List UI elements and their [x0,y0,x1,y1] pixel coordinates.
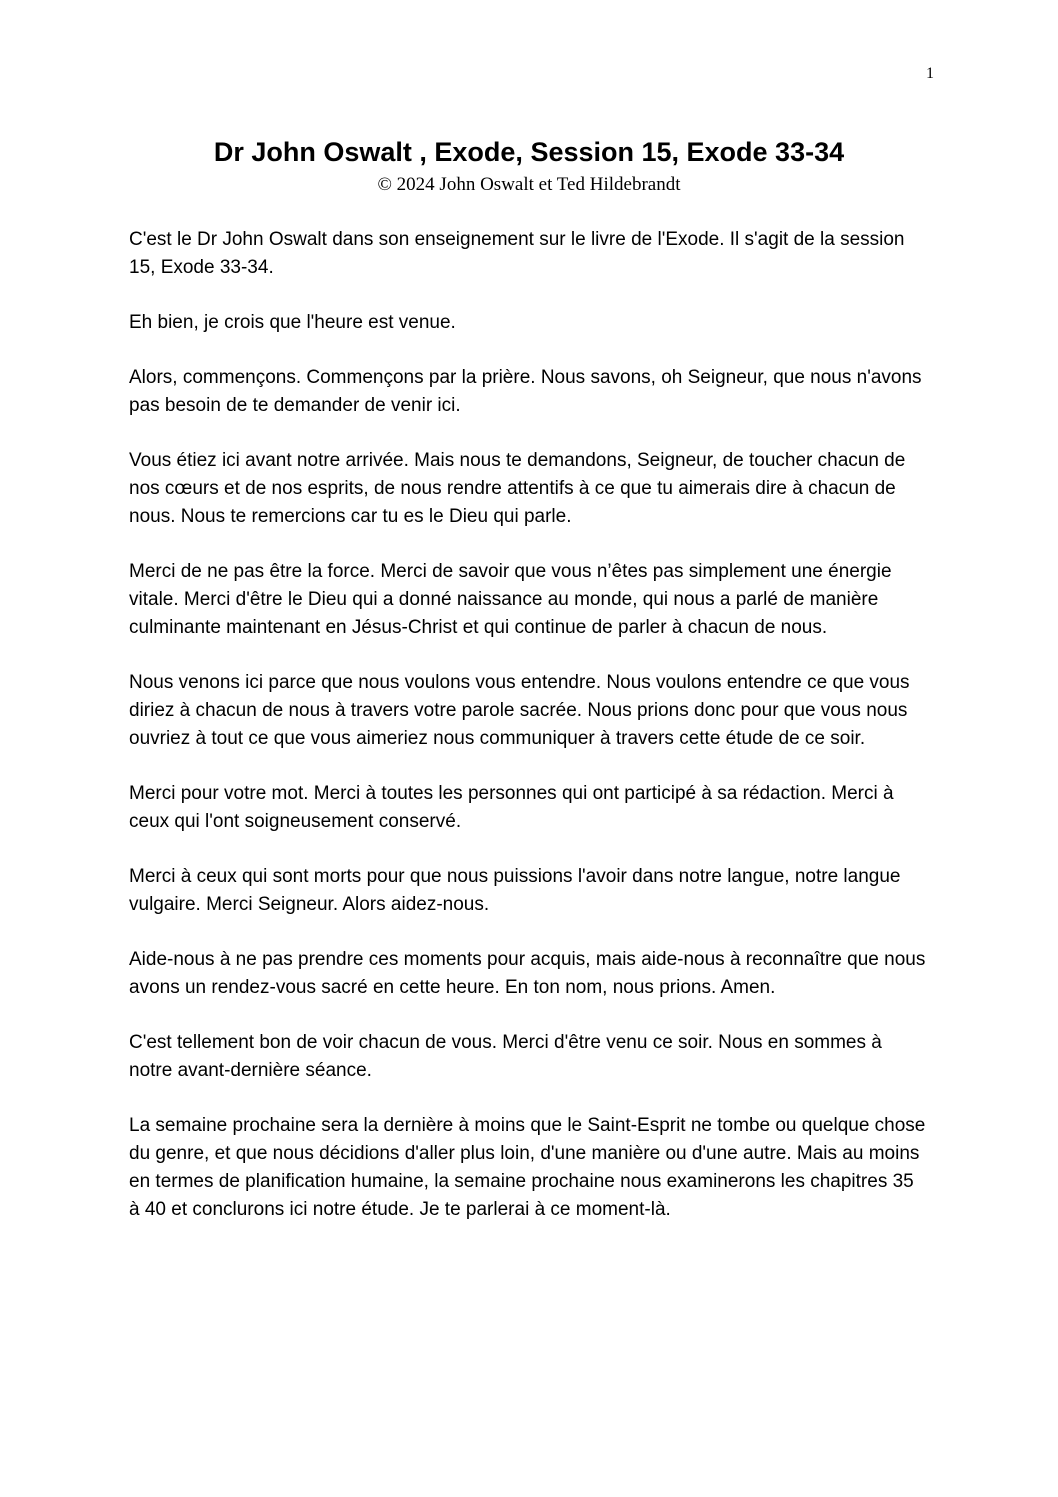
paragraph: C'est tellement bon de voir chacun de vous. Merci d'être venu ce soir. Nous en sommes à notre avant-dernière séance. [129,1032,882,1081]
paragraph: Eh bien, je crois que l'heure est venue. [129,312,456,333]
paragraph: Merci à ceux qui sont morts pour que nous puissions l'avoir dans notre langue, notre langue vulgaire. Merci Seigneur. Alors aidez-nous. [129,866,901,915]
paragraph: Aide-nous à ne pas prendre ces moments pour acquis, mais aide-nous à reconnaître que nous avons un rendez-vous sacré en cette heure. En ton nom, nous prions. Amen. [129,949,926,998]
paragraph: Merci de ne pas être la force. Merci de savoir que vous n’êtes pas simplement une énergie vitale. Merci d'être le Dieu qui a donné naissance au monde, qui nous a parlé de manière culminante maintenant en Jésus-Christ et qui continue de parler à chacun de nous. [129,561,892,638]
document-title: Dr John Oswalt , Exode, Session 15, Exode 33-34 [213,137,845,167]
page-number: 1 [926,65,934,82]
document-body [129,226,929,1251]
paragraph: Vous étiez ici avant notre arrivée. Mais nous te demandons, Seigneur, de toucher chacun de nos cœurs et de nos esprits, de nous rendre attentifs à ce que tu aimerais dire à chacun de nous. Nous te remercions car tu es le Dieu qui parle. [129,450,906,527]
copyright-line: © 2024 John Oswalt et Ted Hildebrandt [377,174,681,195]
paragraph: Alors, commençons. Commençons par la prière. Nous savons, oh Seigneur, que nous n'avons pas besoin de te demander de venir ici. [129,367,922,416]
paragraph: Merci pour votre mot. Merci à toutes les personnes qui ont participé à sa rédaction. Merci à ceux qui l'ont soigneusement conservé. [129,783,894,832]
paragraph: La semaine prochaine sera la dernière à moins que le Saint-Esprit ne tombe ou quelque chose du genre, et que nous décidions d'aller plus loin, d'une manière ou d'une autre. Mais au moins en termes de planification humaine, la semaine prochaine nous examinerons les chapitres 35 à 40 et conclurons ici notre étude. Je te parlerai à ce moment-là. [129,1115,926,1220]
paragraph: C'est le Dr John Oswalt dans son enseignement sur le livre de l'Exode. Il s'agit de la session 15, Exode 33-34. [129,229,905,278]
paragraph: Nous venons ici parce que nous voulons vous entendre. Nous voulons entendre ce que vous diriez à chacun de nous à travers votre parole sacrée. Nous prions donc pour que vous nous ouvriez à tout ce que vous aimeriez nous communiquer à travers cette étude de ce soir. [129,672,910,749]
